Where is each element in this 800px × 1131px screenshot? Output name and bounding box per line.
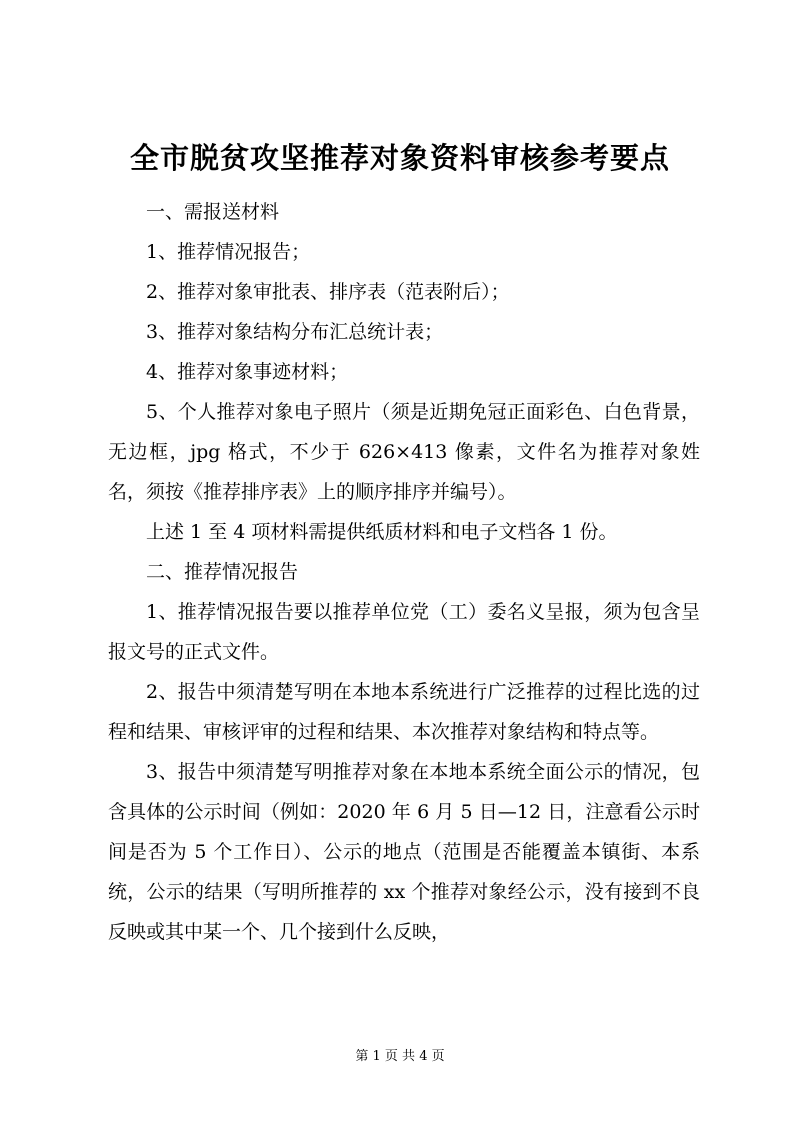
paragraph-report-item-3: 3、报告中须清楚写明推荐对象在本地本系统全面公示的情况，包含具体的公示时间（例如：2020 年 6 月 5 日—12 日，注意看公示时间是否为 5 个工作日）、公示的地点（范围是否能覆盖本镇街、本系统，公示的结果（写明所推荐的 xx 个推荐对象经公示，没有接到不良反映或其中某一个、几个接到什么反映， [108, 761, 700, 943]
document-body [108, 192, 700, 952]
paragraph-item-4: 4、推荐对象事迹材料； [146, 361, 349, 383]
page-footer: 第 1 页 共 4 页 [355, 1049, 445, 1064]
paragraph-item-3: 3、推荐对象结构分布汇总统计表； [146, 321, 444, 343]
paragraph-section-2-heading: 二、推荐情况报告 [146, 561, 299, 583]
paragraph-materials-note: 上述 1 至 4 项材料需提供纸质材料和电子文档各 1 份。 [146, 521, 618, 543]
paragraph-item-1: 1、推荐情况报告； [146, 241, 311, 263]
document-title: 全市脱贫攻坚推荐对象资料审核参考要点 [129, 141, 670, 175]
paragraph-item-5: 5、个人推荐对象电子照片（须是近期免冠正面彩色、白色背景，无边框，jpg 格式，不少于 626×413 像素，文件名为推荐对象姓名，须按《推荐排序表》上的顺序排序并编号）。 [108, 401, 700, 503]
paragraph-report-item-1: 1、推荐情况报告要以推荐单位党（工）委名义呈报，须为包含呈报文号的正式文件。 [108, 601, 700, 663]
paragraph-item-2: 2、推荐对象审批表、排序表（范表附后）； [146, 281, 510, 303]
paragraph-section-1-heading: 一、需报送材料 [146, 201, 280, 223]
paragraph-report-item-2: 2、报告中须清楚写明在本地本系统进行广泛推荐的过程比选的过程和结果、审核评审的过程和结果、本次推荐对象结构和特点等。 [108, 681, 700, 743]
